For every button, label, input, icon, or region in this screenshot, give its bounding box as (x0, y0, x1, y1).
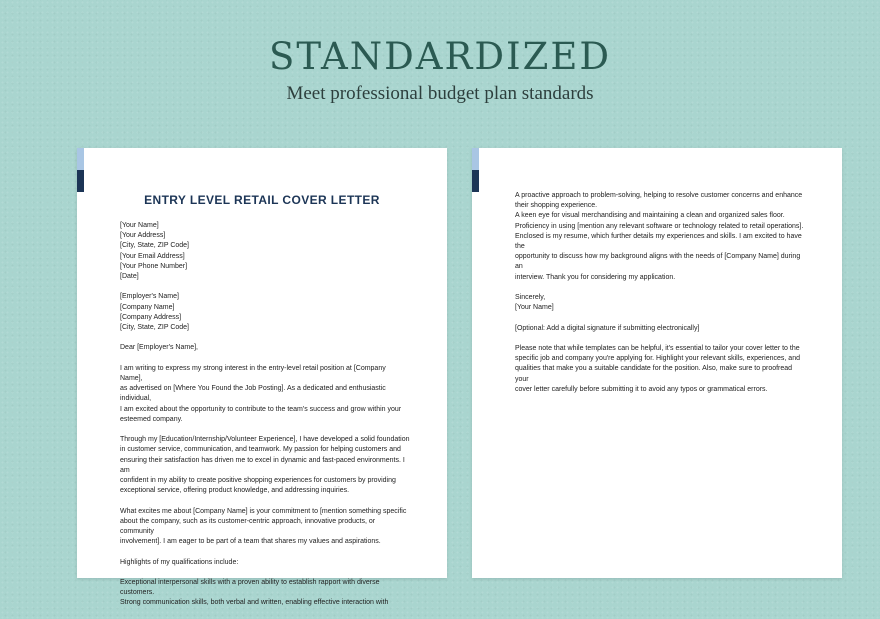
text-line: their shopping experience. (515, 202, 598, 210)
letter-body-continued (515, 191, 805, 405)
page-accent-light (472, 148, 479, 170)
greeting (120, 343, 410, 353)
closing-line: [Your Name] (515, 304, 554, 312)
sender-line: [Your Phone Number] (120, 262, 188, 270)
text-line: involvement]. I am eager to be part of a team that shares my values and aspirations. (120, 538, 381, 546)
text-line: about the company, such as its customer-centric approach, innovative products, or community (120, 517, 376, 536)
text-line: opportunity to discuss how my background aligns with the needs of [Company Name] during an (515, 253, 801, 271)
page-subtitle: Meet professional budget plan standards (286, 83, 594, 104)
document-page-2 (472, 148, 842, 578)
page-title: STANDARDIZED (268, 35, 611, 78)
sender-line: [Your Address] (120, 232, 166, 240)
paragraph-3 (120, 507, 410, 548)
recipient-block (120, 292, 410, 333)
text-line: interview. Thank you for considering my application. (515, 273, 676, 281)
paragraph-continued (515, 191, 805, 283)
document-title: ENTRY LEVEL RETAIL COVER LETTER (144, 193, 380, 207)
text-line: I am writing to express my strong interest in the entry-level retail position at [Company Name], (120, 364, 386, 382)
text-line: confident in my ability to create positive shopping experiences for customers by providing (120, 477, 396, 485)
text-line: Enclosed is my resume, which further details my experiences and skills. I am excited to have the (515, 232, 802, 251)
text-line: A keen eye for visual merchandising and maintaining a clean and organized sales floor. (515, 212, 785, 220)
text-line: specific job and company you're applying for. Highlight your relevant skills, experiences, and (515, 355, 800, 363)
sender-line: [Your Name] (120, 222, 159, 229)
page-accent-dark (472, 170, 479, 192)
sender-block (120, 221, 410, 282)
text-line: I am excited about the opportunity to contribute to the team's success and grow within your (120, 405, 402, 413)
text-line: Exceptional interpersonal skills with a proven ability to establish rapport with diverse (120, 579, 380, 586)
sender-line: [City, State, ZIP Code] (120, 242, 189, 250)
greeting-line: Dear [Employer's Name], (120, 344, 198, 352)
text-line: customers. (120, 589, 155, 597)
text-line: esteemed company. (120, 415, 183, 423)
text-line: exceptional service, offering product knowledge, and addressing inquiries. (120, 487, 350, 495)
text-line: ensuring their satisfaction has driven me to excel in dynamic and fast-paced environments. I am (120, 456, 405, 474)
sender-line: [Date] (120, 273, 139, 281)
text-line: What excites me about [Company Name] is your commitment to [mention something specific (120, 507, 407, 515)
optional-signature-note (515, 324, 805, 334)
letter-body (120, 221, 410, 619)
recipient-line: [Company Name] (120, 303, 175, 311)
text-line: as advertised on [Where You Found the Job Posting]. As a dedicated and enthusiastic individual, (120, 385, 386, 403)
template-note (515, 344, 805, 395)
text-line: Through my [Education/Internship/Volunteer Experience], I have developed a solid foundation (120, 436, 410, 444)
page-accent-light (77, 148, 84, 170)
paragraph-2 (120, 435, 410, 496)
text-line: qualities that make you a suitable candidate for the position. Also, make sure to proofread your (515, 365, 793, 383)
recipient-line: [City, State, ZIP Code] (120, 324, 189, 332)
text-line: [Optional: Add a digital signature if submitting electronically] (515, 324, 700, 332)
page-accent-dark (77, 170, 84, 192)
text-line: cover letter carefully before submitting it to avoid any typos or grammatical errors. (515, 385, 768, 393)
closing-line: Sincerely, (515, 294, 546, 302)
recipient-line: [Employer's Name] (120, 293, 179, 301)
closing-block (515, 293, 805, 313)
sender-line: [Your Email Address] (120, 252, 185, 260)
text-line: Strong communication skills, both verbal and written, enabling effective interaction with (120, 599, 389, 607)
text-line: in customer service, communication, and teamwork. My passion for helping customers and (120, 446, 401, 454)
recipient-line: [Company Address] (120, 313, 182, 321)
text-line: Proficiency in using [mention any relevant software or technology related to retail operations]. (515, 222, 804, 230)
paragraph-1 (120, 364, 410, 425)
text-line: Please note that while templates can be helpful, it's essential to tailor your cover letter to the (515, 345, 800, 352)
text-line: A proactive approach to problem-solving, helping to resolve customer concerns and enhance (515, 192, 803, 199)
document-page-1 (77, 148, 447, 607)
highlights-list (120, 578, 410, 609)
highlights-intro (120, 558, 410, 568)
text-line: Highlights of my qualifications include: (120, 558, 239, 566)
